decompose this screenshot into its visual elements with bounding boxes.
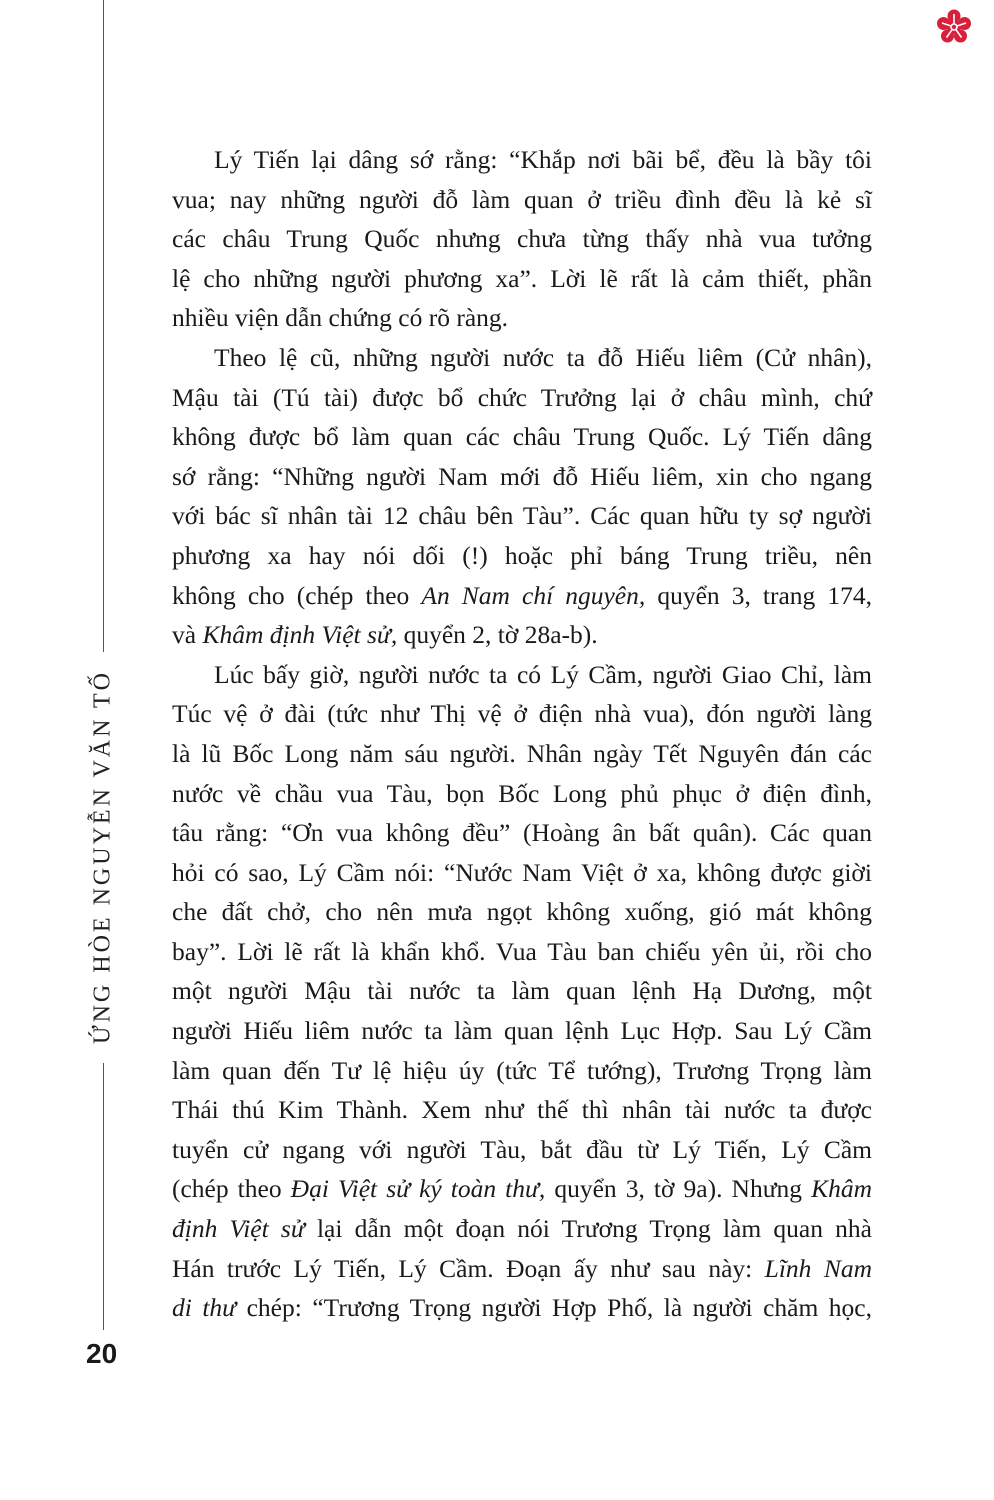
text-line: [172, 576, 872, 616]
paragraph-2: [172, 338, 872, 655]
text-line: là lũ Bốc Long năm sáu người. Nhân ngày Tết Nguyên đán các: [172, 738, 872, 768]
text-line: Lý Tiến lại dâng sớ rằng: “Khắp nơi bãi bể, đều là bầy tôi: [214, 145, 872, 174]
text-line: hỏi có sao, Lý Cầm nói: “Nước Nam Việt ở xa, không được giời: [172, 857, 872, 887]
text-line: nước về chầu vua Tàu, bọn Bốc Long phủ phục ở điện đình,: [172, 778, 872, 808]
text-run: (chép theo: [172, 1174, 291, 1204]
text-line: Theo lệ cũ, những người nước ta đỗ Hiếu liêm (Cử nhân),: [214, 342, 872, 372]
text-run: và: [172, 620, 203, 650]
margin-rule-top: [103, 0, 104, 652]
paragraph-1: [172, 140, 872, 338]
book-title-italic: Khâm: [811, 1174, 873, 1204]
text-line: bay”. Lời lẽ rất là khẩn khổ. Vua Tàu ban chiếu yên ủi, rồi cho: [172, 936, 872, 966]
text-run: quyển 3, trang 174,: [645, 580, 872, 610]
text-run: Hán trước Lý Tiến, Lý Cầm. Đoạn ấy như sau này:: [172, 1253, 765, 1283]
book-title-italic: An Nam chí nguyên,: [421, 580, 646, 610]
paragraph-3: [172, 655, 872, 1328]
text-run: chép: “Trương Trọng người Hợp Phố, là người chăm học,: [236, 1293, 873, 1323]
text-line: [172, 615, 872, 655]
text-line: [172, 1249, 872, 1289]
text-line: Lúc bấy giờ, người nước ta có Lý Cầm, người Giao Chỉ, làm: [214, 659, 872, 689]
text-line: phương xa hay nói dối (!) hoặc phỉ báng Trung triều, nên: [172, 540, 872, 570]
running-head: ỨNG HÒE NGUYỄN VĂN TỐ: [89, 669, 116, 1045]
book-title-italic: định Việt sử: [172, 1214, 305, 1244]
text-line: tâu rằng: “Ơn vua không đều” (Hoàng ân bất quân). Các quan: [172, 818, 872, 848]
text-line: với bác sĩ nhân tài 12 châu bên Tàu”. Các quan hữu ty sợ người: [172, 501, 872, 531]
book-title-italic: Khâm định Việt sử,: [202, 620, 398, 650]
text-line: làm quan đến Tư lệ hiệu úy (tức Tể tướng), Trương Trọng làm: [172, 1055, 872, 1085]
text-line: Thái thú Kim Thành. Xem như thế thì nhân tài nước ta được: [172, 1095, 872, 1125]
text-line: người Hiếu liêm nước ta làm quan lệnh Lục Hợp. Sau Lý Cầm: [172, 1016, 872, 1046]
book-title-italic: Lĩnh Nam: [764, 1253, 872, 1283]
page-number: 20: [86, 1338, 118, 1369]
text-line: tuyển cử ngang với người Tàu, bắt đầu từ Lý Tiến, Lý Cầm: [172, 1134, 872, 1164]
text-line: sớ rằng: “Những người Nam mới đỗ Hiếu liêm, xin cho ngang: [172, 461, 872, 491]
margin-rule-bottom: [103, 1063, 104, 1330]
text-run: lại dẫn một đoạn nói Trương Trọng làm quan nhà: [304, 1214, 872, 1244]
text-line: [172, 1169, 872, 1209]
text-line: lệ cho những người phương xa”. Lời lẽ rất là cảm thiết, phần: [172, 263, 872, 293]
flower-ornament-icon: [935, 8, 973, 46]
text-run: không cho (chép theo: [172, 580, 422, 610]
book-title-italic: Đại Việt sử ký toàn thư,: [290, 1174, 546, 1204]
text-line: các châu Trung Quốc nhưng chưa từng thấy nhà vua tưởng: [172, 224, 872, 254]
text-line: [172, 1209, 872, 1249]
text-line: một người Mậu tài nước ta làm quan lệnh Hạ Dương, một: [172, 976, 872, 1006]
text-line: Mậu tài (Tú tài) được bổ chức Trưởng lại ở châu mình, chứ: [172, 382, 872, 412]
text-run: quyển 3, tờ 9a). Nhưng: [545, 1174, 812, 1204]
text-run: quyển 2, tờ 28a-b).: [397, 620, 598, 650]
body-text: [172, 140, 872, 1328]
book-title-italic: di thư: [172, 1293, 237, 1323]
text-line: Túc vệ ở đài (tức như Thị vệ ở điện nhà vua), đón người làng: [172, 699, 872, 729]
text-line: [172, 1288, 872, 1328]
text-line: vua; nay những người đỗ làm quan ở triều đình đều là kẻ sĩ: [172, 184, 872, 214]
text-line: nhiều viện dẫn chứng có rõ ràng.: [172, 303, 509, 333]
text-line: che đất chở, cho nên mưa ngọt không xuống, gió mát không: [172, 897, 872, 927]
text-line: không được bổ làm quan các châu Trung Quốc. Lý Tiến dâng: [172, 422, 872, 452]
